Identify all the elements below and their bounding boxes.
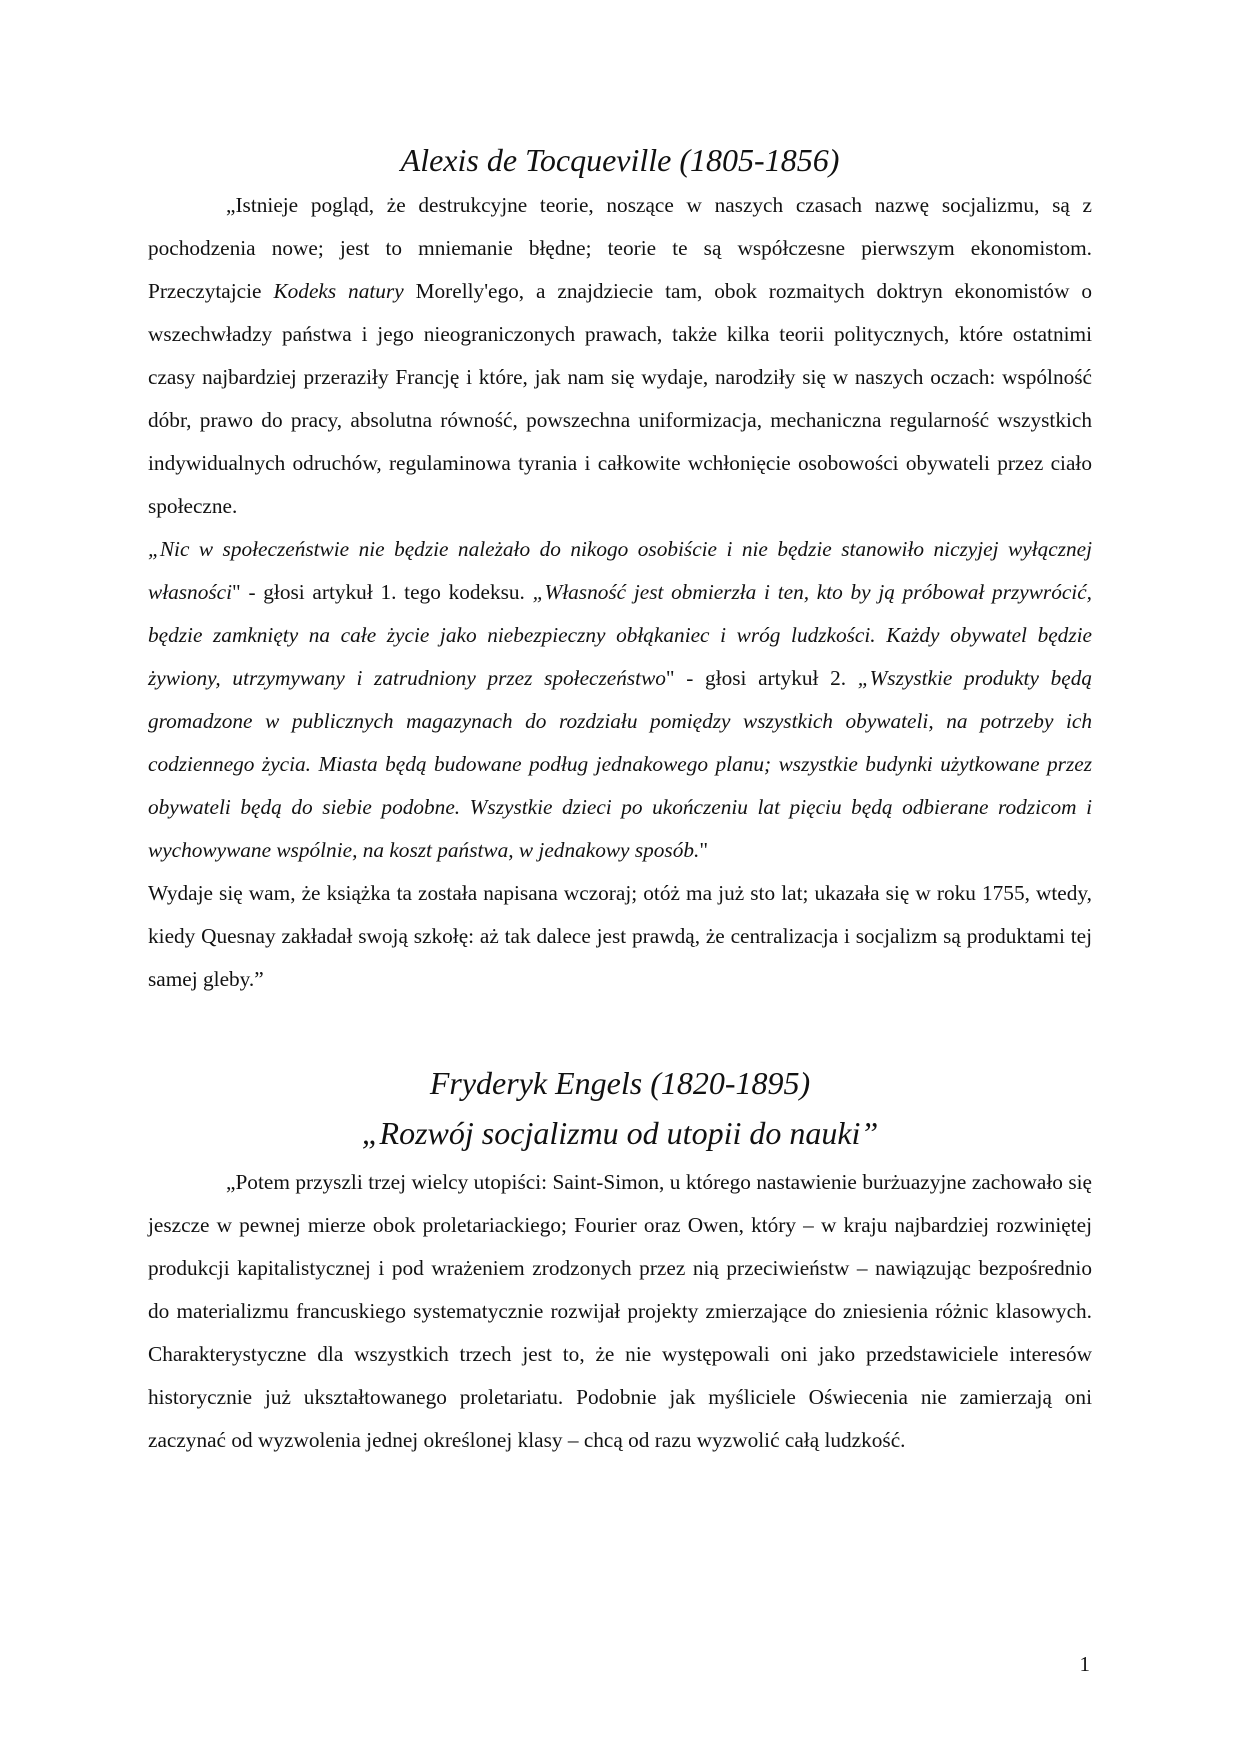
tocqueville-section [148, 140, 1092, 1001]
paragraph-text: „Istnieje pogląd, że destrukcyjne teorie, noszące w naszych czasach nazwę socjalizmu, są z pochodzenia nowe; jest to mniemanie błędne; teorie te są współczesne pierwszym ekonomistom. Przeczytajcie [148, 193, 1092, 303]
quote-attribution: " - głosi artykuł 1. tego kodeksu. [232, 580, 533, 604]
section-subtitle-engels: „Rozwój socjalizmu od utopii do nauki” [361, 1115, 879, 1151]
paragraph-text: Morelly'ego, a znajdziecie tam, obok rozmaitych doktryn ekonomistów o wszechwładzy państwa i jego nieograniczonych prawach, także kilka teorii politycznych, które ostatnimi czasy najbardziej przeraziły Francję i które, jak nam się wydaje, narodziły się w naszych oczach: wspólność dóbr, prawo do pracy, absolutna równość, powszechna uniformizacja, mechaniczna regularność wszystkich indywidualnych odruchów, regulaminowa tyrania i całkowite wchłonięcie osobowości obywateli przez ciało społeczne. [148, 279, 1093, 518]
book-title: Kodeks natury [273, 279, 404, 303]
quote-close: " [699, 838, 709, 862]
engels-paragraph-1: „Potem przyszli trzej wielcy utopiści: Saint-Simon, u którego nastawienie burżuazyjne zachowało się jeszcze w pewnej mierze obok proletariackiego; Fourier oraz Owen, który – w kraju najbardziej rozwiniętej produkcji kapitalistycznej i pod wrażeniem zrodzonych przez nią przeciwieństw – nawiązując bezpośrednio do materializmu francuskiego systematycznie rozwijał projekty zmierzające do zniesienia różnic klasowych. Charakterystyczne dla wszystkich trzech jest to, że nie występowali oni jako przedstawiciele interesów historycznie już ukształtowanego proletariatu. Podobnie jak myśliciele Oświecenia nie zamierzają oni zaczynać od wyzwolenia jednej określonej klasy – chcą od razu wyzwolić całą ludzkość. [148, 1170, 1092, 1452]
code-quote-article-1: „Nic w społeczeństwie nie będzie należało do nikogo osobiście i nie będzie stanowiło niczyjej wyłącznej własności [148, 537, 1092, 604]
section-title-tocqueville: Alexis de Tocqueville (1805-1856) [400, 142, 840, 178]
code-quote-article-3: „Wszystkie produkty będą gromadzone w publicznych magazynach do rozdziału pomiędzy wszystkich obywateli, na potrzeby ich codziennego życia. Miasta będą budowane podług jednakowego planu; wszystkie budynki użytkowane przez obywateli będą do siebie podobne. Wszystkie dzieci po ukończeniu lat pięciu będą odbierane rodzicom i wychowywane wspólnie, na koszt państwa, w jednakowy sposób. [148, 666, 1092, 862]
document-page [148, 140, 1092, 1462]
tocqueville-paragraph-2 [148, 528, 1092, 872]
page-number: 1 [1079, 1652, 1090, 1676]
engels-section [148, 1063, 1092, 1462]
section-title-engels: Fryderyk Engels (1820-1895) [429, 1065, 811, 1101]
tocqueville-paragraph-1 [148, 184, 1092, 528]
tocqueville-paragraph-3: Wydaje się wam, że książka ta została napisana wczoraj; otóż ma już sto lat; ukazała się w roku 1755, wtedy, kiedy Quesnay zakładał swoją szkołę: aż tak dalece jest prawdą, że centralizacja i socjalizm są produktami tej samej gleby.” [148, 881, 1092, 991]
quote-attribution: " - głosi artykuł 2. [665, 666, 858, 690]
code-quote-article-2: „Własność jest obmierzła i ten, kto by ją próbował przywrócić, będzie zamknięty na całe życie jako niebezpieczny obłąkaniec i wróg ludzkości. Każdy obywatel będzie żywiony, utrzymywany i zatrudniony przez społeczeństwo [148, 580, 1093, 690]
